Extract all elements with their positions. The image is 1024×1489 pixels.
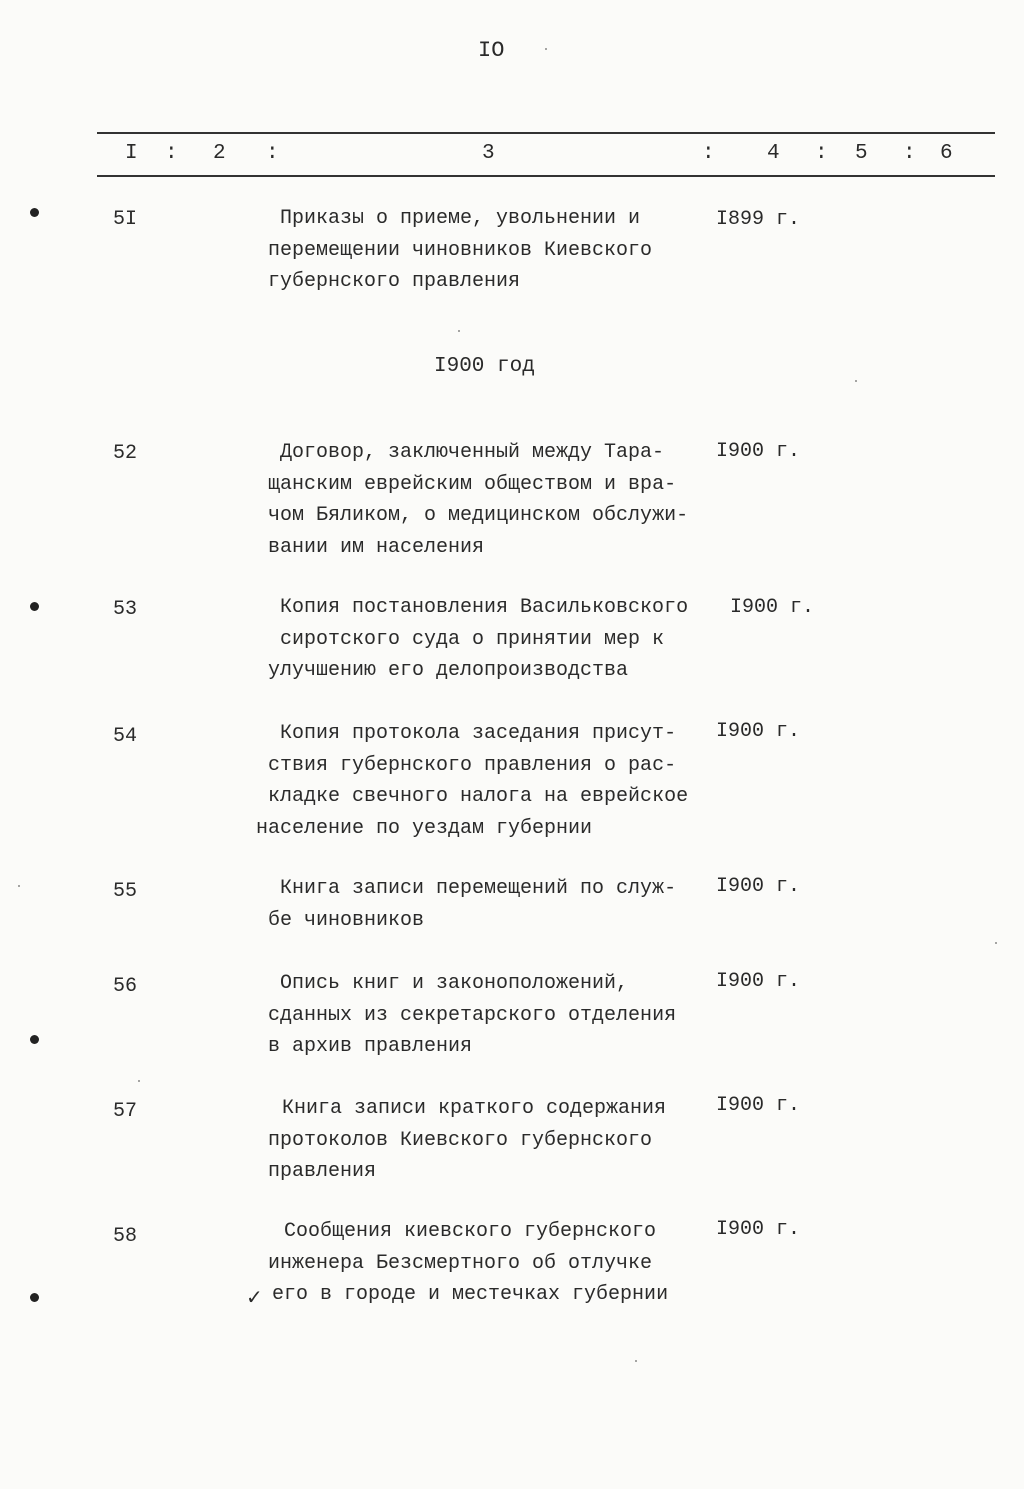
row-number: 52 <box>113 442 138 465</box>
description-line: Книга записи перемещений по служ- <box>280 877 677 900</box>
row-number: 5I <box>113 208 138 231</box>
description-line: сиротского суда о принятии мер к <box>280 627 665 651</box>
row-date: I900 г. <box>716 1218 801 1241</box>
row-date: I900 г. <box>730 596 815 619</box>
row-description <box>256 718 728 844</box>
description-line: улучшению его делопроизводства <box>268 659 629 682</box>
row-description <box>268 203 728 298</box>
row-date: I900 г. <box>716 1094 801 1117</box>
row-description <box>268 1216 728 1311</box>
scan-speck <box>635 1360 637 1362</box>
row-description <box>268 1093 728 1188</box>
row-description <box>268 592 728 687</box>
description-line: губернского правления <box>268 270 521 293</box>
header-col-4: 4 <box>767 142 780 165</box>
description-line: правления <box>268 1160 377 1183</box>
row-description <box>268 873 728 936</box>
description-line: бе чиновников <box>268 908 425 932</box>
punch-hole-mark <box>30 1293 39 1302</box>
table-header-top-rule <box>97 132 995 134</box>
row-number: 56 <box>113 975 138 998</box>
description-line: Договор, заключенный между Тара- <box>280 441 665 464</box>
row-date: I900 г. <box>716 440 801 463</box>
punch-hole-mark <box>30 1035 39 1044</box>
description-line: в архив правления <box>268 1035 473 1058</box>
description-line: Книга записи краткого содержания <box>282 1097 667 1120</box>
description-line: ствия губернского правления о рас- <box>268 753 677 777</box>
row-description <box>268 437 728 563</box>
header-separator: : <box>815 142 828 165</box>
table-header-bottom-rule <box>97 175 995 177</box>
row-date: I899 г. <box>716 208 801 231</box>
description-line: Приказы о приеме, увольнении и <box>280 207 641 230</box>
header-col-2: 2 <box>213 142 226 165</box>
scan-speck <box>855 380 857 382</box>
description-line: щанским еврейским обществом и вра- <box>268 472 677 496</box>
description-line: перемещении чиновников Киевского <box>268 238 653 262</box>
description-line: инженера Безсмертного об отлучке <box>268 1251 653 1275</box>
description-line: сданных из секретарского отделения <box>268 1003 677 1027</box>
header-separator: : <box>702 142 715 165</box>
scan-speck <box>458 330 460 332</box>
description-line: население по уездам губернии <box>256 816 593 840</box>
check-mark: ✓ <box>246 1285 263 1309</box>
header-separator: : <box>266 142 279 165</box>
row-date: I900 г. <box>716 875 801 898</box>
row-number: 55 <box>113 880 138 903</box>
header-separator: : <box>903 142 916 165</box>
punch-hole-mark <box>30 602 39 611</box>
description-line: чом Бяликом, о медицинском обслужи- <box>268 504 689 527</box>
header-separator: : <box>165 142 178 165</box>
page-number: IO <box>478 38 505 63</box>
scan-speck <box>995 942 997 944</box>
scan-speck <box>138 1080 140 1082</box>
row-date: I900 г. <box>716 970 801 993</box>
description-line: Копия протокола заседания присут- <box>280 722 677 745</box>
punch-hole-mark <box>30 208 39 217</box>
description-line: Опись книг и законоположений, <box>280 972 629 995</box>
header-col-3: 3 <box>482 142 495 165</box>
header-col-6: 6 <box>940 142 953 165</box>
scan-speck <box>545 48 547 50</box>
header-col-5: 5 <box>855 142 868 165</box>
year-heading: I900 год <box>434 355 535 378</box>
description-line: Копия постановления Васильковского <box>280 596 689 619</box>
row-number: 54 <box>113 725 138 748</box>
row-number: 58 <box>113 1225 138 1248</box>
description-line: протоколов Киевского губернского <box>268 1128 653 1152</box>
row-description <box>268 968 728 1063</box>
row-number: 53 <box>113 598 138 621</box>
row-date: I900 г. <box>716 720 801 743</box>
description-line: его в городе и местечках губернии <box>272 1283 669 1306</box>
header-col-1: I <box>125 142 138 165</box>
description-line: Сообщения киевского губернского <box>284 1220 657 1243</box>
description-line: кладке свечного налога на еврейское <box>268 785 689 808</box>
row-number: 57 <box>113 1100 138 1123</box>
scan-speck <box>18 885 20 887</box>
description-line: вании им населения <box>268 535 485 559</box>
